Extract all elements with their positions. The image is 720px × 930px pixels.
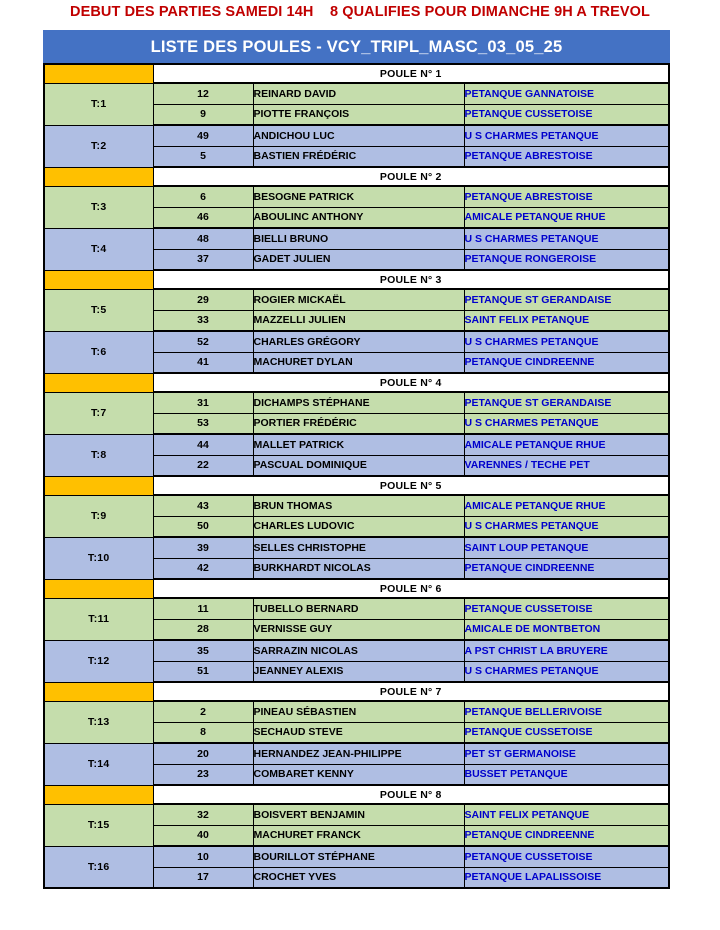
- player-name-cell: ANDICHOU LUC: [253, 125, 464, 146]
- player-number-cell: 20: [153, 743, 253, 764]
- team-cell: T:7: [44, 392, 153, 434]
- table-row[interactable]: [44, 537, 669, 558]
- player-name-cell: JEANNEY ALEXIS: [253, 661, 464, 682]
- player-club-cell: SAINT FELIX PETANQUE: [464, 804, 669, 825]
- player-number-cell: 17: [153, 867, 253, 888]
- player-number-cell: 2: [153, 701, 253, 722]
- player-number-cell: 9: [153, 104, 253, 125]
- player-number-cell: 37: [153, 249, 253, 270]
- player-name-cell: PINEAU SÉBASTIEN: [253, 701, 464, 722]
- player-number-cell: 10: [153, 846, 253, 867]
- pool-header-row: [44, 785, 669, 804]
- pool-color-tag: [44, 682, 153, 701]
- player-number-cell: 49: [153, 125, 253, 146]
- pool-header-row: [44, 373, 669, 392]
- player-number-cell: 52: [153, 331, 253, 352]
- table-row[interactable]: [44, 598, 669, 619]
- player-name-cell: GADET JULIEN: [253, 249, 464, 270]
- announcement-banner: DEBUT DES PARTIES SAMEDI 14H 8 QUALIFIES POUR DIMANCHE 9H A TREVOL: [70, 4, 650, 20]
- table-row[interactable]: [44, 186, 669, 207]
- player-name-cell: VERNISSE GUY: [253, 619, 464, 640]
- player-club-cell: VARENNES / TECHE PET: [464, 455, 669, 476]
- poules-table-container: [43, 30, 670, 889]
- table-row[interactable]: [44, 495, 669, 516]
- page-title: LISTE DES POULES - VCY_TRIPL_MASC_03_05_25: [43, 30, 670, 63]
- pool-label: POULE N° 5: [153, 476, 669, 495]
- player-name-cell: HERNANDEZ JEAN-PHILIPPE: [253, 743, 464, 764]
- player-name-cell: DICHAMPS STÉPHANE: [253, 392, 464, 413]
- pool-label: POULE N° 2: [153, 167, 669, 186]
- team-cell: T:14: [44, 743, 153, 785]
- team-cell: T:11: [44, 598, 153, 640]
- player-club-cell: PETANQUE CINDREENNE: [464, 825, 669, 846]
- team-cell: T:9: [44, 495, 153, 537]
- player-club-cell: PETANQUE GANNATOISE: [464, 83, 669, 104]
- team-cell: T:15: [44, 804, 153, 846]
- player-number-cell: 5: [153, 146, 253, 167]
- player-name-cell: BESOGNE PATRICK: [253, 186, 464, 207]
- pool-color-tag: [44, 579, 153, 598]
- player-name-cell: PASCUAL DOMINIQUE: [253, 455, 464, 476]
- table-row[interactable]: [44, 434, 669, 455]
- table-row[interactable]: [44, 331, 669, 352]
- player-club-cell: PETANQUE ST GERANDAISE: [464, 289, 669, 310]
- player-club-cell: AMICALE PETANQUE RHUE: [464, 207, 669, 228]
- player-club-cell: U S CHARMES PETANQUE: [464, 228, 669, 249]
- player-number-cell: 31: [153, 392, 253, 413]
- pool-header-row: [44, 167, 669, 186]
- player-name-cell: BOISVERT BENJAMIN: [253, 804, 464, 825]
- table-row[interactable]: [44, 804, 669, 825]
- team-cell: T:2: [44, 125, 153, 167]
- table-row[interactable]: [44, 83, 669, 104]
- team-cell: T:13: [44, 701, 153, 743]
- team-cell: T:1: [44, 83, 153, 125]
- poules-table: [43, 63, 670, 889]
- team-cell: T:4: [44, 228, 153, 270]
- pool-header-row: [44, 270, 669, 289]
- player-club-cell: PETANQUE ABRESTOISE: [464, 146, 669, 167]
- player-number-cell: 33: [153, 310, 253, 331]
- pool-header-row: [44, 682, 669, 701]
- player-number-cell: 48: [153, 228, 253, 249]
- player-club-cell: U S CHARMES PETANQUE: [464, 413, 669, 434]
- player-club-cell: PETANQUE CUSSETOISE: [464, 598, 669, 619]
- player-number-cell: 42: [153, 558, 253, 579]
- player-number-cell: 23: [153, 764, 253, 785]
- pool-color-tag: [44, 64, 153, 83]
- player-number-cell: 29: [153, 289, 253, 310]
- player-club-cell: PETANQUE CUSSETOISE: [464, 104, 669, 125]
- player-club-cell: PETANQUE CINDREENNE: [464, 352, 669, 373]
- player-name-cell: BURKHARDT NICOLAS: [253, 558, 464, 579]
- player-name-cell: MACHURET FRANCK: [253, 825, 464, 846]
- team-cell: T:6: [44, 331, 153, 373]
- player-club-cell: PETANQUE LAPALISSOISE: [464, 867, 669, 888]
- player-number-cell: 8: [153, 722, 253, 743]
- player-number-cell: 28: [153, 619, 253, 640]
- player-club-cell: U S CHARMES PETANQUE: [464, 331, 669, 352]
- table-row[interactable]: [44, 743, 669, 764]
- player-club-cell: PETANQUE BELLERIVOISE: [464, 701, 669, 722]
- table-row[interactable]: [44, 701, 669, 722]
- pool-label: POULE N° 8: [153, 785, 669, 804]
- player-club-cell: PETANQUE CINDREENNE: [464, 558, 669, 579]
- pool-color-tag: [44, 476, 153, 495]
- team-cell: T:8: [44, 434, 153, 476]
- player-number-cell: 11: [153, 598, 253, 619]
- player-club-cell: PETANQUE ABRESTOISE: [464, 186, 669, 207]
- player-club-cell: PETANQUE RONGEROISE: [464, 249, 669, 270]
- player-number-cell: 35: [153, 640, 253, 661]
- player-name-cell: SELLES CHRISTOPHE: [253, 537, 464, 558]
- pool-label: POULE N° 1: [153, 64, 669, 83]
- player-name-cell: MALLET PATRICK: [253, 434, 464, 455]
- player-number-cell: 53: [153, 413, 253, 434]
- player-club-cell: U S CHARMES PETANQUE: [464, 661, 669, 682]
- player-club-cell: A PST CHRIST LA BRUYERE: [464, 640, 669, 661]
- player-name-cell: SARRAZIN NICOLAS: [253, 640, 464, 661]
- player-club-cell: SAINT FELIX PETANQUE: [464, 310, 669, 331]
- table-row[interactable]: [44, 125, 669, 146]
- player-number-cell: 32: [153, 804, 253, 825]
- player-number-cell: 41: [153, 352, 253, 373]
- player-number-cell: 46: [153, 207, 253, 228]
- player-name-cell: BIELLI BRUNO: [253, 228, 464, 249]
- player-club-cell: PET ST GERMANOISE: [464, 743, 669, 764]
- player-number-cell: 43: [153, 495, 253, 516]
- player-club-cell: SAINT LOUP PETANQUE: [464, 537, 669, 558]
- player-name-cell: MACHURET DYLAN: [253, 352, 464, 373]
- team-cell: T:12: [44, 640, 153, 682]
- player-number-cell: 12: [153, 83, 253, 104]
- player-club-cell: AMICALE DE MONTBETON: [464, 619, 669, 640]
- pool-color-tag: [44, 270, 153, 289]
- player-number-cell: 39: [153, 537, 253, 558]
- team-cell: T:10: [44, 537, 153, 579]
- player-name-cell: BOURILLOT STÉPHANE: [253, 846, 464, 867]
- player-name-cell: COMBARET KENNY: [253, 764, 464, 785]
- player-number-cell: 6: [153, 186, 253, 207]
- player-name-cell: REINARD DAVID: [253, 83, 464, 104]
- player-name-cell: BRUN THOMAS: [253, 495, 464, 516]
- pool-label: POULE N° 4: [153, 373, 669, 392]
- player-club-cell: PETANQUE CUSSETOISE: [464, 846, 669, 867]
- player-number-cell: 22: [153, 455, 253, 476]
- player-name-cell: CROCHET YVES: [253, 867, 464, 888]
- player-name-cell: TUBELLO BERNARD: [253, 598, 464, 619]
- player-club-cell: AMICALE PETANQUE RHUE: [464, 495, 669, 516]
- team-cell: T:16: [44, 846, 153, 888]
- player-name-cell: ABOULINC ANTHONY: [253, 207, 464, 228]
- table-row[interactable]: [44, 846, 669, 867]
- player-name-cell: BASTIEN FRÉDÉRIC: [253, 146, 464, 167]
- table-row[interactable]: [44, 640, 669, 661]
- player-club-cell: U S CHARMES PETANQUE: [464, 516, 669, 537]
- player-name-cell: CHARLES GRÉGORY: [253, 331, 464, 352]
- pool-color-tag: [44, 167, 153, 186]
- table-row[interactable]: [44, 228, 669, 249]
- player-club-cell: BUSSET PETANQUE: [464, 764, 669, 785]
- player-number-cell: 44: [153, 434, 253, 455]
- pool-label: POULE N° 7: [153, 682, 669, 701]
- player-club-cell: PETANQUE ST GERANDAISE: [464, 392, 669, 413]
- player-club-cell: AMICALE PETANQUE RHUE: [464, 434, 669, 455]
- player-name-cell: ROGIER MICKAËL: [253, 289, 464, 310]
- pool-header-row: [44, 476, 669, 495]
- table-row[interactable]: [44, 289, 669, 310]
- player-name-cell: MAZZELLI JULIEN: [253, 310, 464, 331]
- team-cell: T:3: [44, 186, 153, 228]
- pool-color-tag: [44, 373, 153, 392]
- pool-label: POULE N° 6: [153, 579, 669, 598]
- player-name-cell: PIOTTE FRANÇOIS: [253, 104, 464, 125]
- player-number-cell: 51: [153, 661, 253, 682]
- table-row[interactable]: [44, 392, 669, 413]
- pool-color-tag: [44, 785, 153, 804]
- player-name-cell: PORTIER FRÉDÉRIC: [253, 413, 464, 434]
- player-name-cell: SECHAUD STEVE: [253, 722, 464, 743]
- pool-header-row: [44, 64, 669, 83]
- player-number-cell: 40: [153, 825, 253, 846]
- team-cell: T:5: [44, 289, 153, 331]
- player-club-cell: PETANQUE CUSSETOISE: [464, 722, 669, 743]
- pool-label: POULE N° 3: [153, 270, 669, 289]
- player-number-cell: 50: [153, 516, 253, 537]
- pool-header-row: [44, 579, 669, 598]
- player-name-cell: CHARLES LUDOVIC: [253, 516, 464, 537]
- player-club-cell: U S CHARMES PETANQUE: [464, 125, 669, 146]
